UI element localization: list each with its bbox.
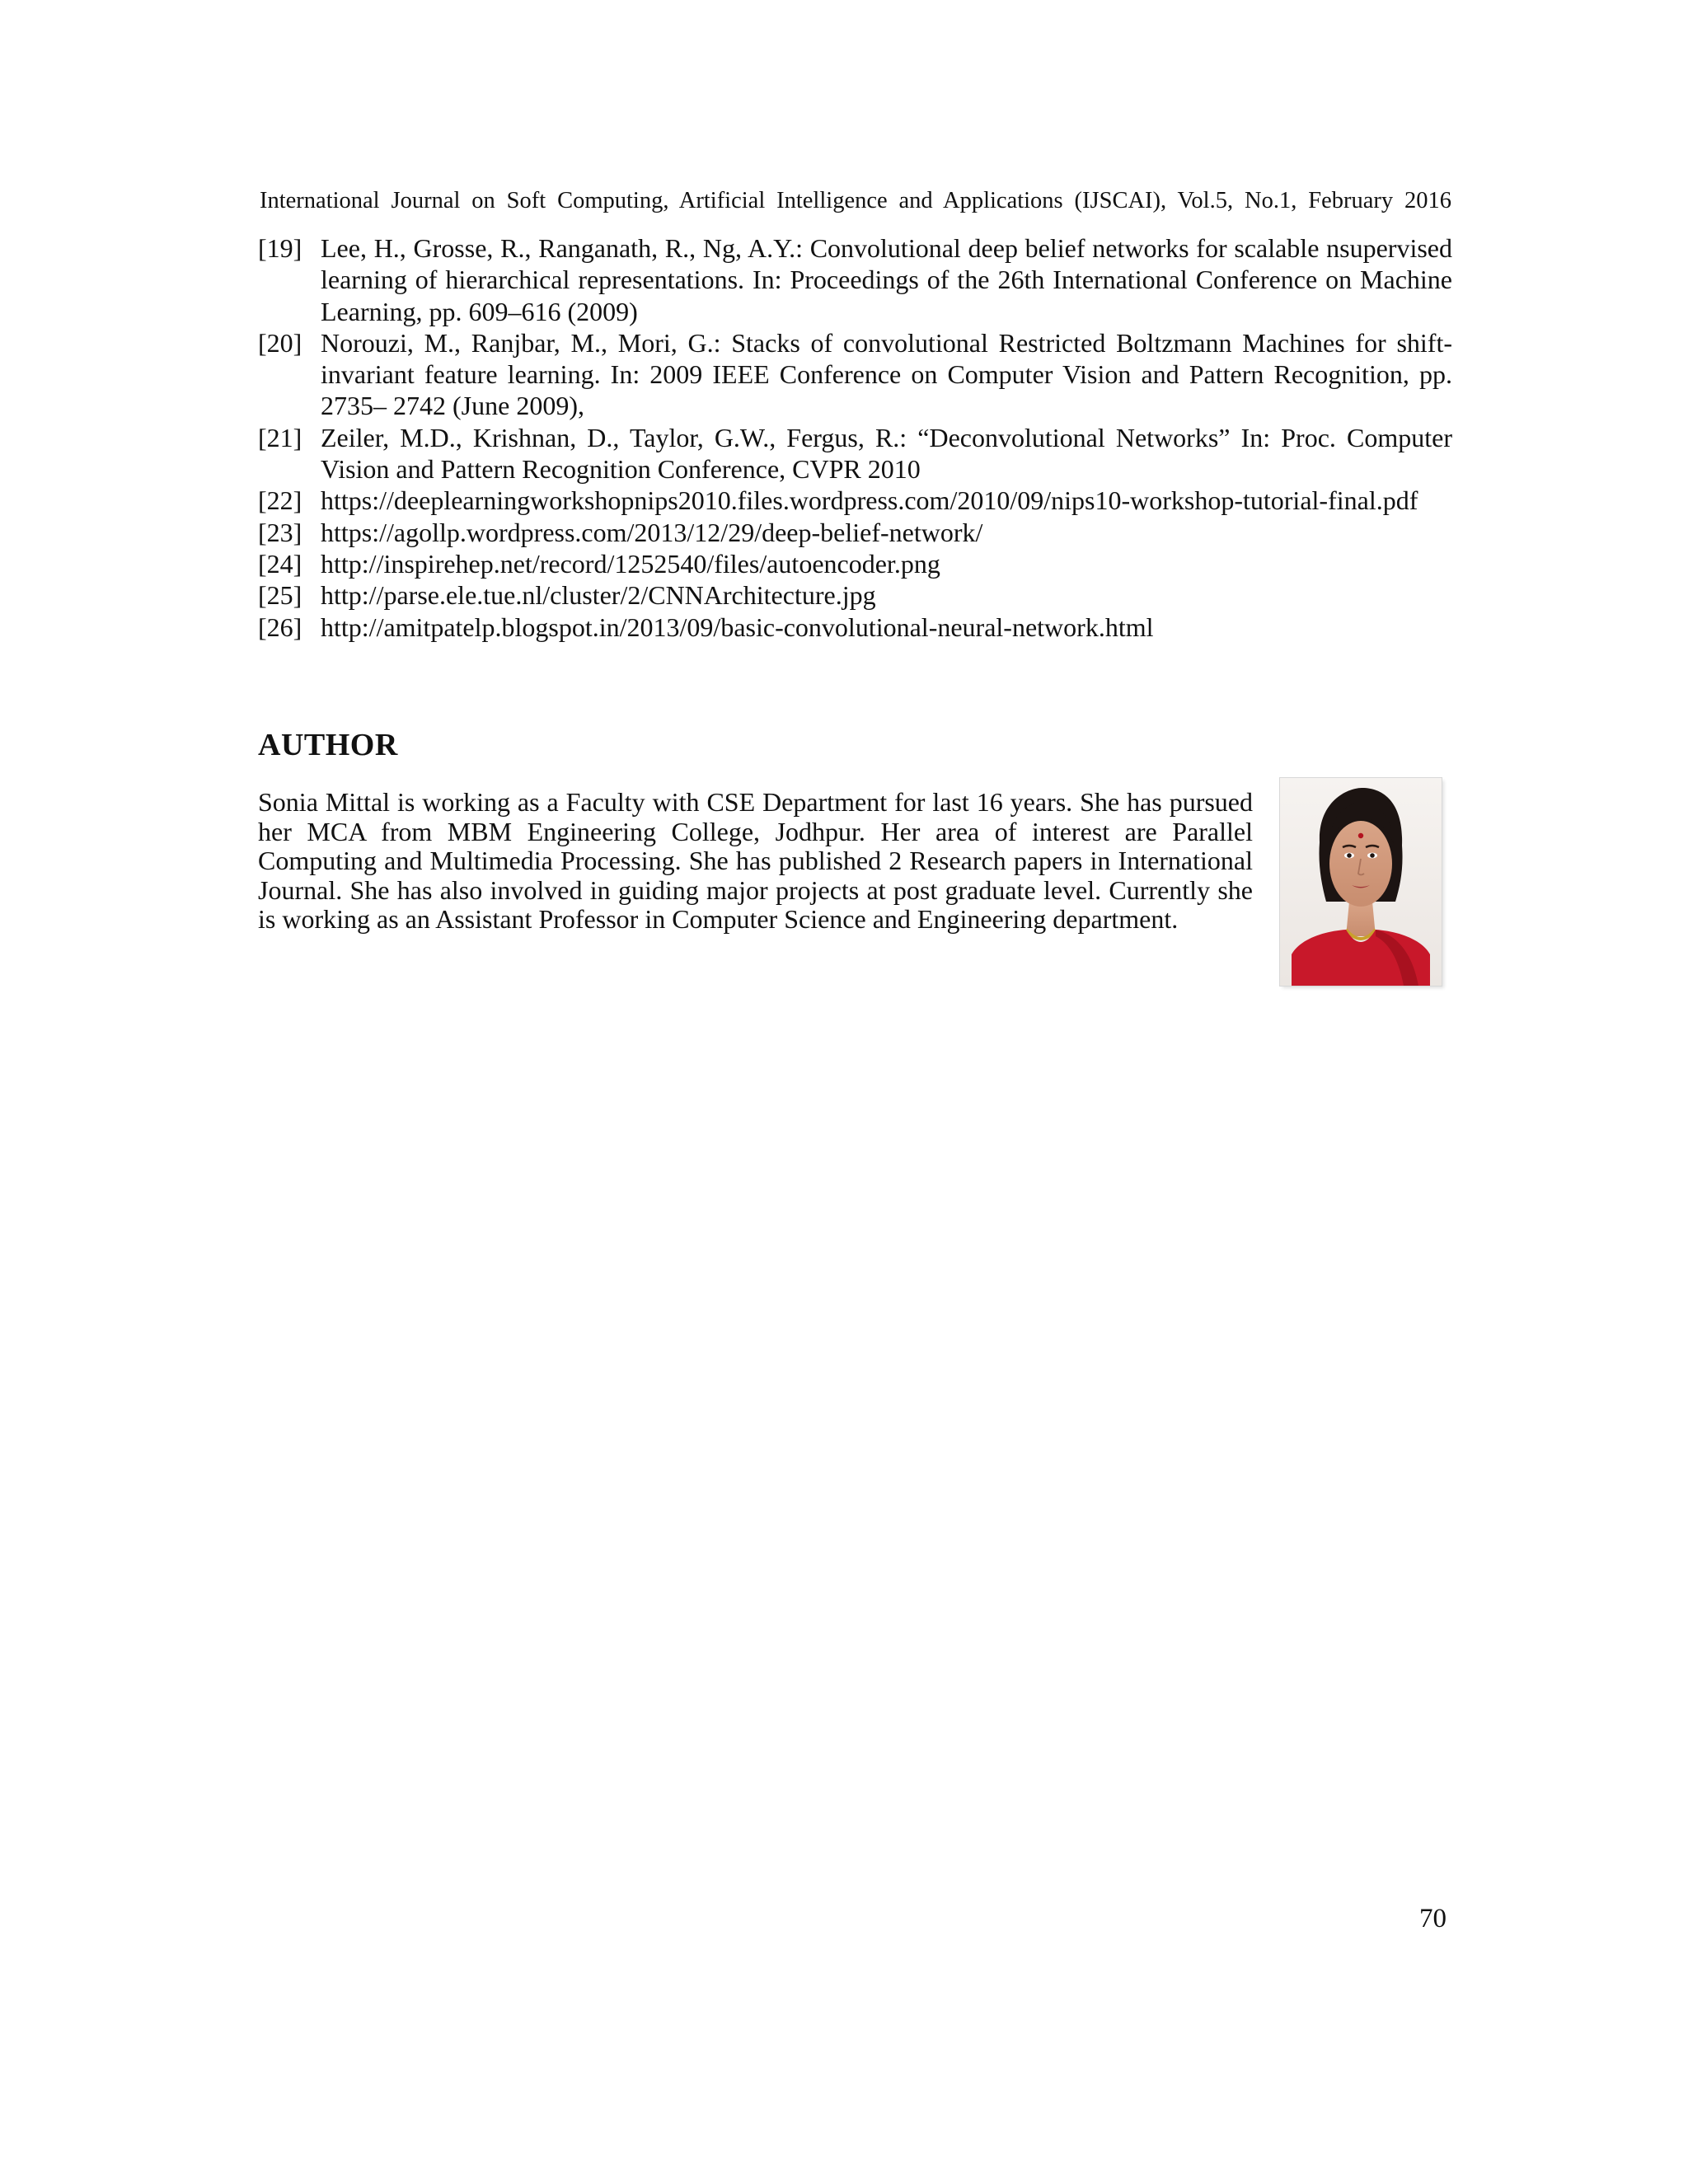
reference-item <box>258 548 1452 579</box>
reference-number: [21] <box>258 422 302 452</box>
reference-url: http://amitpatelp.blogspot.in/2013/09/basic-convolutional-neural-network.html <box>321 612 1154 642</box>
page-number: 70 <box>1419 1904 1447 1933</box>
reference-item <box>258 232 1452 327</box>
reference-number: [24] <box>258 548 302 579</box>
reference-number: [23] <box>258 517 302 547</box>
reference-url: https://agollp.wordpress.com/2013/12/29/deep-belief-network/ <box>321 517 983 547</box>
reference-number: [20] <box>258 327 302 358</box>
reference-number: [26] <box>258 612 302 642</box>
reference-number: [22] <box>258 485 302 516</box>
reference-url: http://parse.ele.tue.nl/cluster/2/CNNArchitecture.jpg <box>321 580 876 611</box>
author-photo <box>1280 778 1442 986</box>
portrait-image <box>1280 778 1442 986</box>
reference-list <box>258 232 1452 643</box>
reference-number: [19] <box>258 233 302 263</box>
reference-text: Zeiler, M.D., Krishnan, D., Taylor, G.W., Fergus, R.: “Deconvolutional Networks” In: Proc. Computer Vision and Pattern Recognition Conference, CVPR 2010 <box>321 422 1452 485</box>
reference-text: Norouzi, M., Ranjbar, M., Mori, G.: Stacks of convolutional Restricted Boltzmann Machines for shift-invariant feature learning. In: 2009 IEEE Conference on Computer Vision and Pattern Recognition, pp. 2735– 2742 (June 2009), <box>321 327 1452 421</box>
reference-item <box>258 579 1452 611</box>
reference-url: http://inspirehep.net/record/1252540/files/autoencoder.png <box>321 548 940 579</box>
reference-text: Lee, H., Grosse, R., Ranganath, R., Ng, A.Y.: Convolutional deep belief networks for scalable nsupervised learning of hierarchical representations. In: Proceedings of the 26th International Conference on Machine Learning, pp. 609–616 (2009) <box>321 233 1452 326</box>
reference-item <box>258 612 1452 643</box>
author-bio: Sonia Mittal is working as a Faculty with CSE Department for last 16 years. She has pursued her MCA from MBM Engineering College, Jodhpur. Her area of interest are Parallel Computing and Multimedia Processing. She has published 2 Research papers in International Journal. She has also involved in guiding major projects at post graduate level. Currently she is working as an Assistant Professor in Computer Science and Engineering department. <box>258 787 1253 934</box>
reference-item <box>258 517 1452 548</box>
running-header: International Journal on Soft Computing, Artificial Intelligence and Applications (IJSCAI), Vol.5, No.1, February 2016 <box>260 188 1451 213</box>
reference-item <box>258 422 1452 485</box>
reference-number: [25] <box>258 580 302 611</box>
reference-url: https://deeplearningworkshopnips2010.files.wordpress.com/2010/09/nips10-workshop-tutorial-final.pdf <box>321 485 1418 516</box>
reference-item <box>258 327 1452 422</box>
author-heading: AUTHOR <box>258 728 398 762</box>
reference-item <box>258 485 1452 516</box>
